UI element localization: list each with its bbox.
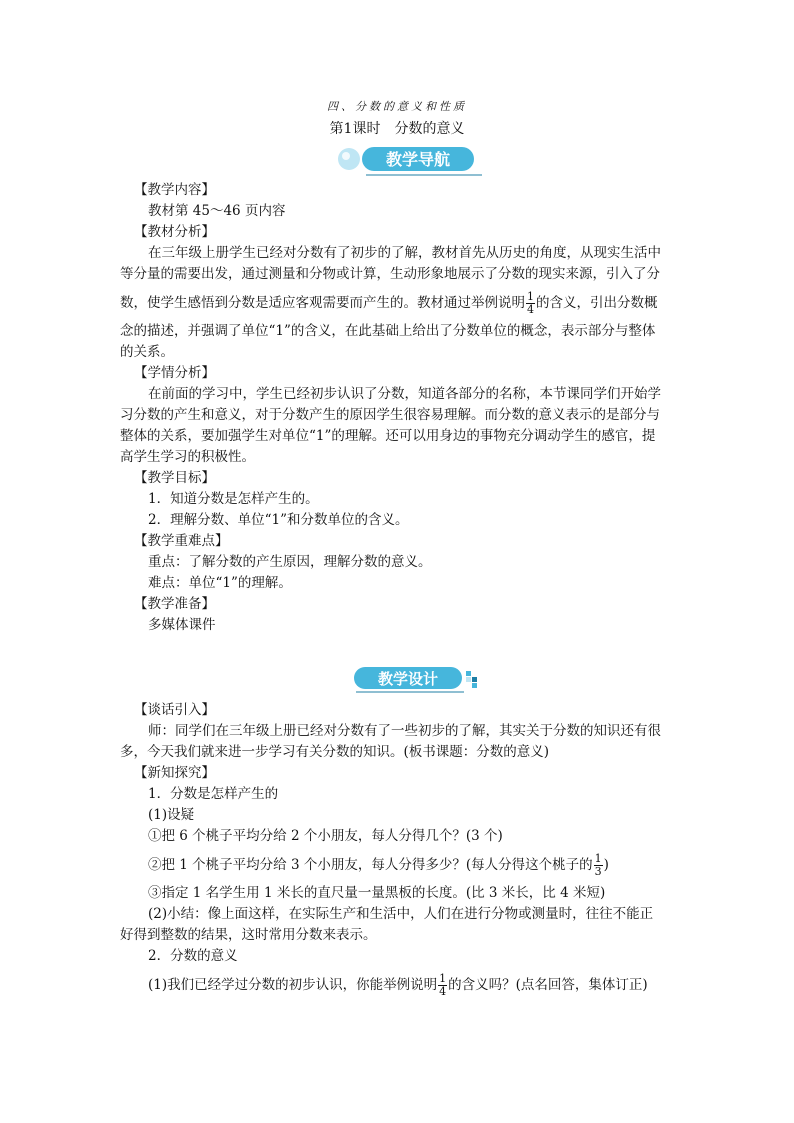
analysis-line: 的关系。 [120, 344, 174, 360]
students-line: 高学生学习的积极性。 [120, 449, 255, 465]
teaching-design-section [120, 700, 680, 1003]
teaching-guide-banner [336, 143, 486, 179]
heading-intro: 【谈话引入】 [134, 702, 215, 718]
summary-line: (2)小结：像上面这样，在实际生产和生活中，人们在进行分物或测量时，往往不能正 [148, 906, 654, 922]
summary-line: 好得到整数的结果，这时常用分数来表示。 [120, 927, 377, 943]
heading-explore: 【新知探究】 [134, 765, 215, 781]
heading-goals: 【教学目标】 [134, 470, 215, 486]
difficult-point: 难点：单位“1”的理解。 [148, 575, 292, 591]
chapter-title: 四、分数的意义和性质 [327, 100, 467, 113]
fraction-one-quarter: $\frac{1}{4}$ [439, 972, 447, 998]
intro-line: 师：同学们在三年级上册已经对分数有了一些初步的了解，其实关于分数的知识还有很 [148, 723, 661, 739]
fraction-one-third: $\frac{1}{3}$ [594, 852, 602, 878]
heading-students: 【学情分析】 [134, 365, 215, 381]
heading-content: 【教学内容】 [134, 182, 215, 198]
students-line: 在前面的学习中，学生已经初步认识了分数，知道各部分的名称，本节课同学们开始学 [148, 386, 661, 402]
heading-analysis: 【教材分析】 [134, 224, 215, 240]
teaching-design-banner [352, 663, 482, 695]
goal-item: 1．知道分数是怎样产生的。 [148, 491, 319, 507]
students-line: 整体的关系，要加强学生对单位“1”的理解。还可以用身边的事物充分调动学生的感官，提 [120, 428, 656, 444]
prep-text: 多媒体课件 [148, 617, 216, 633]
meaning-line-with-fraction: (1)我们已经学过分数的初步认识，你能举例说明 $\frac{1}{4}$ 的含义吗？(点名回答，集体订正) [148, 972, 648, 998]
analysis-line: 念的描述，并强调了单位“1”的含义，在此基础上给出了分数单位的概念，表示部分与整体 [120, 323, 656, 339]
question-item: ①把 6 个桃子平均分给 2 个小朋友，每人分得几个？(3 个) [148, 828, 503, 844]
section-title: 1．分数是怎样产生的 [148, 786, 279, 802]
teaching-guide-section [120, 180, 680, 636]
goal-item: 2．理解分数、单位“1”和分数单位的含义。 [148, 512, 409, 528]
analysis-line: 等分量的需要出发，通过测量和分物或计算，生动形象地展示了分数的现实来源，引入了分 [120, 266, 660, 282]
subsection-title: (1)设疑 [148, 807, 195, 823]
intro-line: 多，今天我们就来进一步学习有关分数的知识。(板书课题：分数的意义) [120, 744, 550, 760]
banner-design-text: 教学设计 [377, 670, 439, 688]
key-point: 重点：了解分数的产生原因，理解分数的意义。 [148, 554, 432, 570]
banner-bubble-icon [338, 148, 360, 170]
fraction-one-quarter: $\frac{1}{4}$ [527, 290, 534, 316]
heading-keys: 【教学重难点】 [134, 533, 229, 549]
content-text: 教材第 45～46 页内容 [148, 203, 286, 219]
banner-guide-text: 教学导航 [385, 150, 451, 169]
section-title: 2．分数的意义 [148, 948, 238, 964]
banner-squares-icon [466, 671, 471, 676]
analysis-line-with-fraction: 数，使学生感悟到分数是适应客观需要而产生的。教材通过举例说明 $\frac{1}{4}$ 的含义，引出分数概 [120, 290, 658, 316]
question-item-with-fraction: ②把 1 个桃子平均分给 3 个小朋友，每人分得多少？(每人分得这个桃子的 $\frac{1}{3}$ ) [148, 852, 609, 878]
students-line: 习分数的产生和意义，对于分数产生的原因学生很容易理解。而分数的意义表示的是部分与 [120, 407, 660, 423]
heading-prep: 【教学准备】 [134, 596, 215, 612]
analysis-line: 在三年级上册学生已经对分数有了初步的了解，教材首先从历史的角度，从现实生活中 [148, 245, 661, 261]
lesson-title: 第1课时 分数的意义 [329, 121, 465, 137]
question-item: ③指定 1 名学生用 1 米长的直尺量一量黑板的长度。(比 3 米长，比 4 米短) [148, 885, 606, 901]
